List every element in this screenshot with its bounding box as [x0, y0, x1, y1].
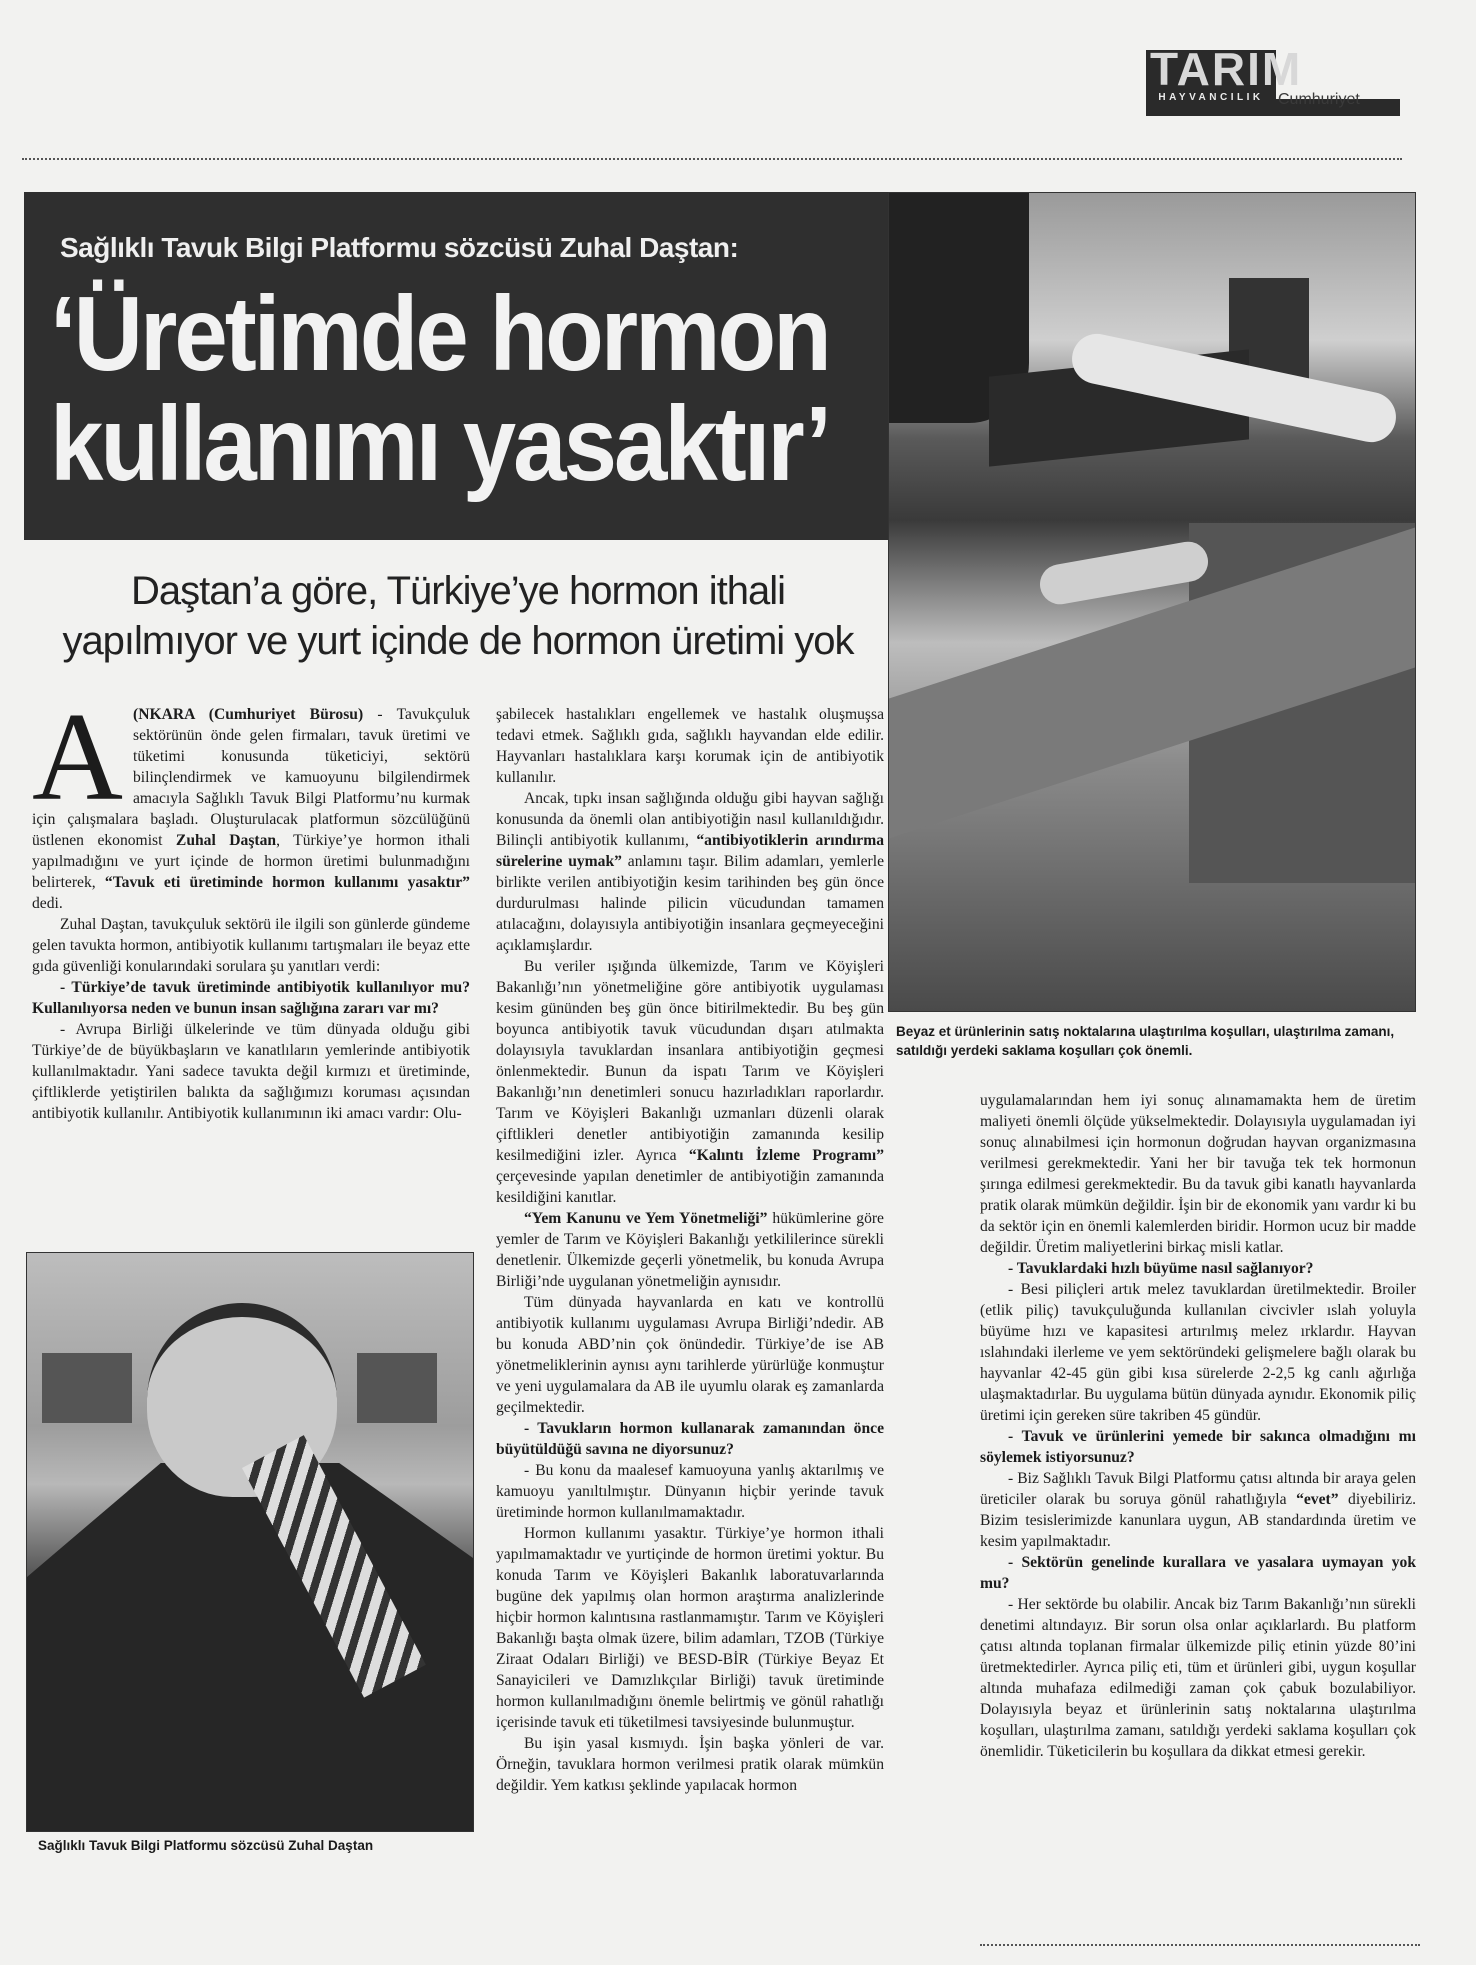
paragraph: - Biz Sağlıklı Tavuk Bilgi Platformu çatısı altında bir araya gelen üreticiler olarak bu soruya gönül rahatlığıyla “evet” diyebiliriz. Bizim tesislerimizde kanunlara uygun, AB standardında üretim ve kesim yapılmaktadır. [980, 1470, 1417, 1550]
quote: “Kalıntı İzleme Programı” [688, 1147, 884, 1164]
interview-question: - Tavukların hormon kullanarak zamanından önce büyütüldüğü savına ne diyorsunuz? [496, 1420, 884, 1458]
interview-question: - Tavuklardaki hızlı büyüme nasıl sağlanıyor? [1008, 1260, 1314, 1277]
headline-title-line-2: kullanımı yasaktır’ [50, 385, 829, 504]
drop-cap: A [32, 688, 123, 827]
newspaper-name: Cumhuriyet [1278, 91, 1360, 108]
paragraph: Hormon kullanımı yasaktır. Türkiye’ye hormon ithali yapılmamaktadır ve yurtiçinde de hormon üretimi yoktur. Bu konuda Tarım ve Köyişleri Bakanlık laboratuvarlarında bugüne dek yapılmış olan hormon araştırma analizlerinde hiçbir hormon kalıntısına rastlanmamıştır. Tarım ve Köyişleri Bakanlığı başta olmak üzere, bilim adamları, TZOB (Türkiye Ziraat Odaları Birliği) ve BESD-BİR (Türkiye Beyaz Et Sanayicileri ve Damızlıkçılar Birliği) tavuk üretiminde hormon kullanılmadığını önemle belirtmiş ve gönül rahatlığı içerisinde tavuk eti tüketilmesi tavsiyesinde bulunmuştur. [496, 1525, 884, 1731]
paragraph: Zuhal Daştan, tavukçuluk sektörü ile ilgili son günlerde gündeme gelen tavukta hormon, antibiyotik kullanımı tartışmaları ile beyaz ette gıda güvenliği konularındaki sorulara şu yanıtları verdi: [32, 916, 470, 975]
headline-title-line-1: ‘Üretimde hormon [50, 275, 829, 394]
dateline: (NKARA (Cumhuriyet Bürosu) [133, 706, 364, 723]
top-divider [22, 158, 1402, 160]
paragraph: (NKARA (Cumhuriyet Bürosu) - Tavukçuluk sektörünün önde gelen firmaları, tavuk üretimi ve tüketimi konusunda tüketiciyi, sektörü bilinçlendirmek ve kamuoyunu bilgilendirmek amacıyla Sağlıklı Tavuk Bilgi Platformu’nu kurmak için çalışmalara başladı. Oluşturulacak platformun sözcülüğünü üstlenen ekonomist Zuhal Daştan, Türkiye’ye hormon ithali yapılmadığını ve yurt içinde de hormon üretimi bulunmadığını belirterek, “Tavuk eti üretiminde hormon kullanımı yasaktır” dedi. [32, 706, 470, 912]
paragraph: uygulamalarından hem iyi sonuç alınamamakta hem de üretim maliyeti önemli ölçüde yükselmektedir. Dolayısıyla uygulamadan iyi sonuç alınabilmesi için hormonun doğrudan hayvan organizmasına verilmesi gerekmektedir. Yani her bir tavuğa tek tek hormonun şırınga edilmesi gerekmektedir. Bu da tavuk gibi kanatlı hayvanlarda pratik olarak mümkün değildir. İşin bir de ekonomik yanı vardır ki bu da sektör için en önemli kalemlerden biridir. Hormon ucuz bir madde değildir. Üretim maliyetlerini birkaç misli katlar. [980, 1092, 1416, 1256]
person-name: Zuhal Daştan [175, 832, 277, 849]
article-column-1 [32, 688, 470, 1124]
section-logo-subtitle: HAYVANCILIK [1158, 92, 1264, 103]
interview-question: - Sektörün genelinde kurallara ve yasalara uymayan yok mu? [980, 1554, 1416, 1592]
subheadline-line-2: yapılmıyor ve yurt içinde de hormon üretimi yok [62, 619, 854, 663]
paragraph: - Bu konu da maalesef kamuoyuna yanlış aktarılmış ve kamuoyu yanıltılmıştır. Dünyanın hiçbir yerinde tavuk üretiminde hormon kullanılmamaktadır. [496, 1462, 884, 1521]
paragraph: Bu işin yasal kısmıydı. İşin başka yönleri de var. Örneğin, tavuklara hormon verilmesi pratik olarak mümkün değildir. Yem katkısı şeklinde yapılacak hormon [496, 1735, 884, 1794]
article-column-2 [496, 704, 884, 1796]
quote: “antibiyotiklerin arındırma sürelerine uymak” [496, 832, 884, 870]
section-logo-title: TARIM [1150, 43, 1303, 95]
headline-kicker: Sağlıklı Tavuk Bilgi Platformu sözcüsü Zuhal Daştan: [60, 232, 739, 263]
photo-plant-pot-left [42, 1353, 132, 1423]
quote: “evet” [1296, 1491, 1339, 1508]
bottom-divider [980, 1944, 1420, 1946]
article-column-3 [980, 1090, 1416, 1762]
quote: “Tavuk eti üretiminde hormon kullanımı yasaktır” [104, 874, 470, 891]
quote: “Yem Kanunu ve Yem Yönetmeliği” [524, 1210, 768, 1227]
subheadline-line-1: Daştan’a göre, Türkiye’ye hormon ithali [131, 569, 785, 613]
paragraph: Ancak, tıpkı insan sağlığında olduğu gibi hayvan sağlığı konusunda da önemli olan antibiyotiğin nasıl kullanıldığıdır. Bilinçli antibiyotik kullanımı, “antibiyotiklerin arındırma sürelerine uymak” anlamını taşır. Bilim adamları, yemlerle birlikte verilen antibiyotiğin kesim tarihinden beş gün önce durdurulması halinde pilicin vücudundan tamamen atılacağını, dolayısıyla antibiyotiğin insanlara geçmeyeceğini açıklamışlardır. [496, 790, 884, 954]
subheadline [24, 566, 892, 666]
factory-photo [888, 192, 1416, 1012]
headline-title [50, 275, 890, 504]
paragraph: “Yem Kanunu ve Yem Yönetmeliği” hükümlerine göre yemler de Tarım ve Köyişleri Bakanlığı yetkililerince sürekli denetlenir. Ülkemizde geçerli yönetmelik, bu konuda Avrupa Birliği’nde uygulanan yönetmeliğin aynısıdır. [496, 1210, 884, 1290]
paragraph: Tüm dünyada hayvanlarda en katı ve kontrollü antibiyotik kullanımı uygulaması Avrupa Birliği’ndedir. AB bu konuda ABD’nin çok önündedir. Türkiye’de ise AB yönetmeliklerinin aynısı aynı tarihlerde yürürlüğe konmuştur ve yeni uygulamalara da AB ile uyumlu olarak eş zamanlarda geçilmektedir. [496, 1294, 884, 1416]
factory-photo-caption: Beyaz et ürünlerinin satış noktalarına ulaştırılma koşulları, ulaştırılma zamanı, satıldığı yerdeki saklama koşulları çok önemli. [896, 1024, 1395, 1058]
paragraph: - Besi piliçleri artık melez tavuklardan üretilmektedir. Broiler (etlik piliç) tavukçuluğunda kullanılan civcivler ıslah yoluyla büyüme hızı ve kapasitesi artırılmış melez ırklardır. Hayvan ıslahındaki ilerleme ve yem sektöründeki gelişmelere bağlı olarak bu hayvanlar 42-45 gün gibi kısa sürelerde 2-2,5 kg canlı ağırlığa ulaşmaktadırlar. Bu uygulama bütün dünyada aynıdır. Ekonomik piliç üretimi için gereken süre takriben 45 gündür. [980, 1281, 1416, 1424]
portrait-photo [26, 1252, 474, 1832]
paragraph: - Her sektörde bu olabilir. Ancak biz Tarım Bakanlığı’nın sürekli denetimi altındayız. Bir sorun olsa onlar açıklarlardı. Bu platform çatısı altında toplanan firmalar ülkemizde piliç etinin yüzde 80’ini üretmektedirler. Ayrıca piliç eti, tüm et ürünleri gibi, uygun koşullar altında muhafaza edilmediği zaman çok çabuk bozulabiliyor. Dolayısıyla beyaz et ürünlerinin satış noktalarına ulaştırılma koşulları, ulaştırılma zamanı, satıldığı yerdeki saklama koşulları çok önemlidir. Tüketicilerin bu koşullara da dikkat etmesi gerekir. [980, 1596, 1416, 1760]
portrait-photo-caption: Sağlıklı Tavuk Bilgi Platformu sözcüsü Zuhal Daştan [38, 1838, 374, 1853]
photo-meat-tray [1037, 539, 1211, 608]
paragraph: - Avrupa Birliği ülkelerinde ve tüm dünyada olduğu gibi Türkiye’de de büyükbaşların ve kanatlıların yemlerinde antibiyotik kullanılmaktadır. Yani sadece tavukta değil kırmızı et üretiminde, çiftliklerde yetiştirilen balıkta da sağlığımızı koruması açısından antibiyotik kullanılır. Antibiyotik kullanımının iki amacı vardır: Olu- [32, 1021, 470, 1122]
interview-question: - Tavuk ve ürünlerini yemede bir sakınca olmadığını mı söylemek istiyorsunuz? [980, 1428, 1416, 1466]
paragraph: şabilecek hastalıkları engellemek ve hastalık oluşmuşsa tedavi etmek. Sağlıklı gıda, sağlıklı hayvandan elde edilir. Hayvanları hastalıklara karşı korumak için de antibiyotik kullanılır. [496, 706, 884, 786]
photo-plant-pot-right [357, 1353, 437, 1423]
interview-question: - Türkiye’de tavuk üretiminde antibiyotik kullanılıyor mu? Kullanılıyorsa neden ve bunun insan sağlığına zararı var mı? [32, 979, 470, 1017]
paragraph: Bu veriler ışığında ülkemizde, Tarım ve Köyişleri Bakanlığı’nın yönetmeliğine göre antibiyotik uygulaması kesim gününden beş gün önce bitirilmektedir. Bu beş gün boyunca antibiyotik tavuk vücudundan dışarı atılmakta dolayısıyla tavuklardan insanlara antibiyotiğin geçmesi önlenmektedir. Bunun da ispatı Tarım ve Köyişleri Bakanlığı’nın denetimleri sonucu hazırladıkları raporlardır. Tarım ve Köyişleri Bakanlığı uzmanları düzenli olarak çiftlikleri denetler antibiyotiğin zamanında kesilip kesilmediğini izler. Ayrıca “Kalıntı İzleme Programı” çerçevesinde yapılan denetimler de antibiyotiğin zamanında kesildiğini kanıtlar. [496, 958, 884, 1206]
